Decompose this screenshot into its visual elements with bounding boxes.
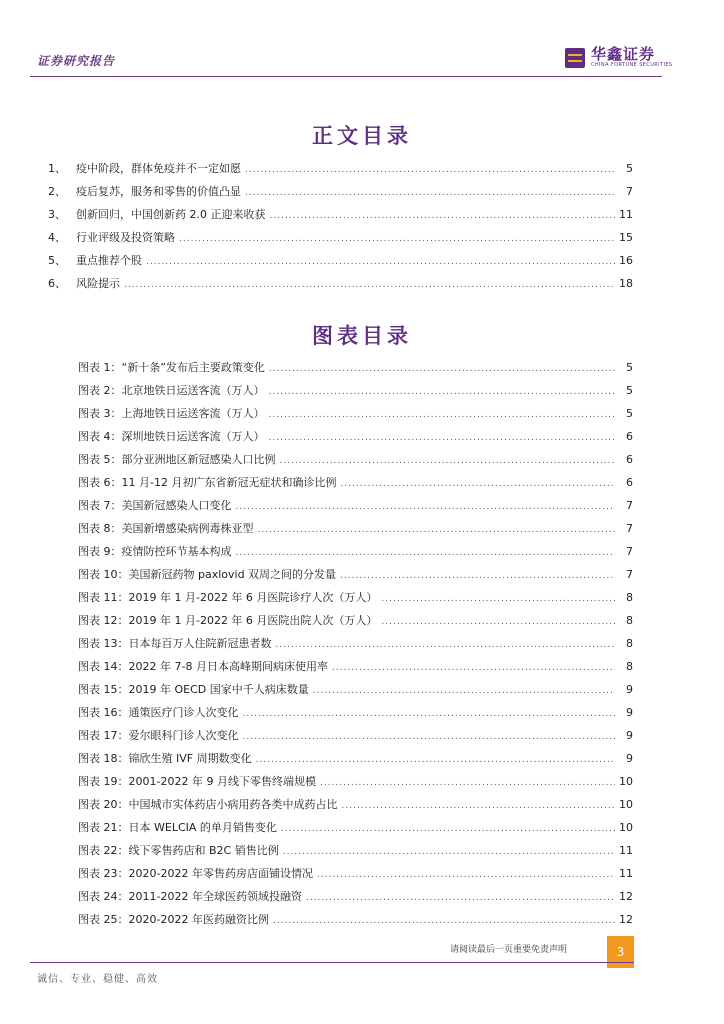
figure-entry[interactable] xyxy=(78,566,633,589)
footer-motto: 诚信、专业、稳健、高效 xyxy=(37,974,158,985)
entry-page-number: 18 xyxy=(619,277,633,290)
entry-page-number: 15 xyxy=(619,231,633,244)
toc-entry-title: 重点推荐个股 xyxy=(76,254,142,267)
leader-dots xyxy=(269,364,615,374)
figure-entry[interactable] xyxy=(78,681,633,704)
figure-entry-title: 图表 15：2019 年 OECD 国家中千人病床数量 xyxy=(78,683,309,696)
logo-name-cn: 华鑫证券 xyxy=(591,45,656,63)
leader-dots xyxy=(381,594,615,604)
leader-dots xyxy=(313,686,615,696)
leader-dots xyxy=(245,188,615,198)
leader-dots xyxy=(269,410,616,420)
entry-page-number: 8 xyxy=(626,614,633,627)
toc-list xyxy=(48,160,633,298)
entry-page-number: 8 xyxy=(626,637,633,650)
entry-page-number: 7 xyxy=(626,545,633,558)
toc-entry-number: 3、 xyxy=(48,208,66,221)
figure-entry-title: 图表 7：美国新冠感染人口变化 xyxy=(78,499,232,512)
entry-page-number: 7 xyxy=(626,568,633,581)
figure-entry-title: 图表 2：北京地铁日运送客流（万人） xyxy=(78,384,265,397)
entry-page-number: 16 xyxy=(619,254,633,267)
footer-divider xyxy=(30,962,634,963)
figure-entry-title: 图表 11：2019 年 1 月-2022 年 6 月医院诊疗人次（万人） xyxy=(78,591,378,604)
leader-dots xyxy=(281,824,615,834)
figure-entry[interactable] xyxy=(78,451,633,474)
figure-entry-title: 图表 13：日本每百万人住院新冠患者数 xyxy=(78,637,272,650)
toc-entry[interactable] xyxy=(48,206,633,229)
figure-entry[interactable] xyxy=(78,589,633,612)
toc-entry-number: 4、 xyxy=(48,231,66,244)
leader-dots xyxy=(245,165,615,175)
figure-entry-title: 图表 23：2020-2022 年零售药房店面铺设情况 xyxy=(78,867,313,880)
entry-page-number: 6 xyxy=(626,453,633,466)
figure-entry[interactable] xyxy=(78,635,633,658)
toc-entry-number: 2、 xyxy=(48,185,66,198)
figure-entry-title: 图表 21：日本 WELCIA 的单月销售变化 xyxy=(78,821,277,834)
figure-entry[interactable] xyxy=(78,520,633,543)
toc-entry[interactable] xyxy=(48,252,633,275)
toc-entry[interactable] xyxy=(48,160,633,183)
toc-title: 正文目录 xyxy=(312,123,412,148)
leader-dots xyxy=(258,525,616,535)
figure-entry[interactable] xyxy=(78,819,633,842)
header-divider xyxy=(30,76,662,77)
toc-entry-number: 6、 xyxy=(48,277,66,290)
figure-entry-title: 图表 9：疫情防控环节基本构成 xyxy=(78,545,232,558)
figure-entry-title: 图表 1：“新十条”发布后主要政策变化 xyxy=(78,361,265,374)
entry-page-number: 7 xyxy=(626,185,633,198)
figure-entry-title: 图表 17：爱尔眼科门诊人次变化 xyxy=(78,729,239,742)
figure-entry-title: 图表 18：锦欣生殖 IVF 周期数变化 xyxy=(78,752,252,765)
entry-page-number: 6 xyxy=(626,430,633,443)
leader-dots xyxy=(243,732,616,742)
entry-page-number: 8 xyxy=(626,591,633,604)
entry-page-number: 9 xyxy=(626,683,633,696)
leader-dots xyxy=(320,778,615,788)
figure-entry-title: 图表 24：2011-2022 年全球医药领域投融资 xyxy=(78,890,302,903)
figure-entry-title: 图表 8：美国新增感染病例毒株亚型 xyxy=(78,522,254,535)
toc-entry-title: 疫中阶段，群体免疫并不一定如愿 xyxy=(76,162,241,175)
leader-dots xyxy=(342,801,616,811)
entry-page-number: 10 xyxy=(619,775,633,788)
entry-page-number: 7 xyxy=(626,499,633,512)
entry-page-number: 5 xyxy=(626,361,633,374)
entry-page-number: 6 xyxy=(626,476,633,489)
figure-entry[interactable] xyxy=(78,842,633,865)
toc-entry[interactable] xyxy=(48,275,633,298)
leader-dots xyxy=(236,502,616,512)
figure-entry[interactable] xyxy=(78,704,633,727)
figure-entry[interactable] xyxy=(78,543,633,566)
leader-dots xyxy=(269,387,616,397)
leader-dots xyxy=(146,257,615,267)
figures-toc-title: 图表目录 xyxy=(312,323,412,348)
leader-dots xyxy=(276,640,616,650)
toc-entry[interactable] xyxy=(48,229,633,252)
figure-entry-title: 图表 14：2022 年 7-8 月日本高峰期间病床使用率 xyxy=(78,660,328,673)
figure-entry-title: 图表 22：线下零售药店和 B2C 销售比例 xyxy=(78,844,279,857)
figure-entry-title: 图表 25：2020-2022 年医药融资比例 xyxy=(78,913,269,926)
entry-page-number: 11 xyxy=(619,867,633,880)
entry-page-number: 10 xyxy=(619,798,633,811)
toc-entry-title: 风险提示 xyxy=(76,277,120,290)
figure-entry-title: 图表 4：深圳地铁日运送客流（万人） xyxy=(78,430,265,443)
figure-entry[interactable] xyxy=(78,497,633,520)
logo-icon xyxy=(565,48,585,68)
company-logo xyxy=(565,46,673,69)
entry-page-number: 12 xyxy=(619,913,633,926)
toc-entry-number: 1、 xyxy=(48,162,66,175)
figure-entry-title: 图表 5：部分亚洲地区新冠感染人口比例 xyxy=(78,453,276,466)
leader-dots xyxy=(381,617,615,627)
figure-entry-title: 图表 16：通策医疗门诊人次变化 xyxy=(78,706,239,719)
figure-entry[interactable] xyxy=(78,382,633,405)
entry-page-number: 9 xyxy=(626,752,633,765)
leader-dots xyxy=(340,479,615,489)
leader-dots xyxy=(283,847,615,857)
entry-page-number: 11 xyxy=(619,844,633,857)
figure-entry-title: 图表 6：11 月-12 月初广东省新冠无症状和确诊比例 xyxy=(78,476,337,489)
figure-entry[interactable] xyxy=(78,359,633,382)
figure-entry[interactable] xyxy=(78,865,633,888)
entry-page-number: 9 xyxy=(626,729,633,742)
entry-page-number: 12 xyxy=(619,890,633,903)
figure-entry[interactable] xyxy=(78,888,633,911)
entry-page-number: 7 xyxy=(626,522,633,535)
figure-entry[interactable] xyxy=(78,750,633,773)
figure-entry-title: 图表 19：2001-2022 年 9 月线下零售终端规模 xyxy=(78,775,316,788)
figure-entry[interactable] xyxy=(78,612,633,635)
entry-page-number: 5 xyxy=(626,162,633,175)
footer-disclaimer: 请阅读最后一页重要免责声明 xyxy=(450,945,568,955)
entry-page-number: 9 xyxy=(626,706,633,719)
leader-dots xyxy=(340,571,615,581)
figure-entry-title: 图表 12：2019 年 1 月-2022 年 6 月医院出院人次（万人） xyxy=(78,614,378,627)
entry-page-number: 8 xyxy=(626,660,633,673)
leader-dots xyxy=(317,870,615,880)
leader-dots xyxy=(280,456,616,466)
toc-entry[interactable] xyxy=(48,183,633,206)
figure-entry-title: 图表 3：上海地铁日运送客流（万人） xyxy=(78,407,265,420)
leader-dots xyxy=(273,916,615,926)
entry-page-number: 11 xyxy=(619,208,633,221)
leader-dots xyxy=(270,211,616,221)
leader-dots xyxy=(243,709,616,719)
figures-toc-list xyxy=(78,359,633,934)
header-report-label: 证券研究报告 xyxy=(37,54,116,68)
figure-entry[interactable] xyxy=(78,773,633,796)
leader-dots xyxy=(306,893,615,903)
toc-entry-number: 5、 xyxy=(48,254,66,267)
figure-entry[interactable] xyxy=(78,658,633,681)
figure-entry-title: 图表 10：美国新冠药物 paxlovid 双周之间的分发量 xyxy=(78,568,337,581)
toc-entry-title: 创新回归，中国创新药 2.0 正迎来收获 xyxy=(76,208,266,221)
toc-entry-title: 疫后复苏，服务和零售的价值凸显 xyxy=(76,185,241,198)
leader-dots xyxy=(332,663,615,673)
figure-entry[interactable] xyxy=(78,474,633,497)
page-number: 3 xyxy=(607,936,634,968)
figure-entry-title: 图表 20：中国城市实体药店小病用药各类中成药占比 xyxy=(78,798,338,811)
leader-dots xyxy=(236,548,616,558)
leader-dots xyxy=(179,234,615,244)
figure-entry[interactable] xyxy=(78,796,633,819)
entry-page-number: 5 xyxy=(626,407,633,420)
entry-page-number: 5 xyxy=(626,384,633,397)
entry-page-number: 10 xyxy=(619,821,633,834)
leader-dots xyxy=(269,433,616,443)
logo-name-en: CHINA FORTUNE SECURITIES xyxy=(591,62,673,68)
leader-dots xyxy=(124,280,615,290)
figure-entry[interactable] xyxy=(78,727,633,750)
figure-entry[interactable] xyxy=(78,405,633,428)
figure-entry[interactable] xyxy=(78,428,633,451)
leader-dots xyxy=(256,755,615,765)
figure-entry[interactable] xyxy=(78,911,633,934)
toc-entry-title: 行业评级及投资策略 xyxy=(76,231,175,244)
